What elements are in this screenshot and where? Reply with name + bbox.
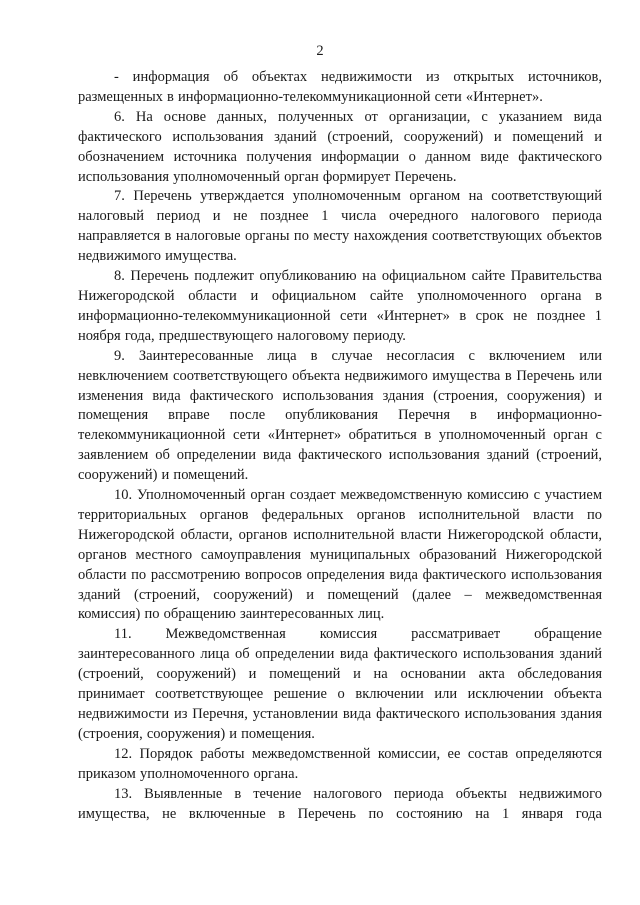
document-body — [78, 68, 602, 824]
paragraph-13: 13. Выявленные в течение налогового периода объекты недвижимого имущества, не включенные в Перечень по состоянию на 1 января года — [78, 785, 602, 822]
paragraph-6: 6. На основе данных, полученных от организации, с указанием вида фактического использования зданий (строений, сооружений) и помещений и обозначением источника получения информации о данном виде фактического использования уполномоченный орган формирует Перечень. — [78, 108, 602, 185]
paragraph-12: 12. Порядок работы межведомственной комиссии, ее состав определяются приказом уполномоченного органа. — [78, 745, 602, 782]
page-number: 2 — [316, 43, 324, 59]
paragraph-10: 10. Уполномоченный орган создает межведомственную комиссию с участием территориальных органов федеральных органов исполнительной власти по Нижегородской области, органов исполнительной власти Нижегородской области, органов местного самоуправления муниципальных образований Нижегородской области по рассмотрению вопросов определения вида фактического использования зданий (строений, сооружений) и помещений (далее – межведомственная комиссия) по обращению заинтересованных лиц. — [78, 487, 602, 623]
paragraph-8: 8. Перечень подлежит опубликованию на официальном сайте Правительства Нижегородской области и официальном сайте уполномоченного органа в информационно-телекоммуникационной сети «Интернет» в срок не позднее 1 ноября года, предшествующего налоговому периоду. — [78, 268, 602, 344]
paragraph-9: 9. Заинтересованные лица в случае несогласия с включением или невключением соответствующего объекта недвижимого имущества в Перечень или изменения вида фактического использования здания (строения, сооружения) и помещения вправе после опубликования Перечня в информационно-телекоммуникационной сети «Интернет» обратиться в уполномоченный орган с заявлением об определении вида фактического использования зданий (строений, сооружений) и помещений. — [78, 347, 602, 484]
paragraph-11: 11. Межведомственная комиссия рассматривает обращение заинтересованного лица об определении вида фактического использования зданий (строений, сооружений) и помещений и на основании акта обследования принимает соответствующее решение о включении или исключении объекта недвижимости из Перечня, установлении вида фактического использования здания (строения, сооружения) и помещения. — [78, 626, 602, 742]
paragraph-7: 7. Перечень утверждается уполномоченным органом на соответствующий налоговый период и не позднее 1 числа очередного налогового периода направляется в налоговые органы по месту нахождения соответствующих объектов недвижимого имущества. — [78, 188, 602, 265]
paragraph-info-sources: - информация об объектах недвижимости из открытых источников, размещенных в информационно-телекоммуникационной сети «Интернет». — [78, 69, 602, 105]
